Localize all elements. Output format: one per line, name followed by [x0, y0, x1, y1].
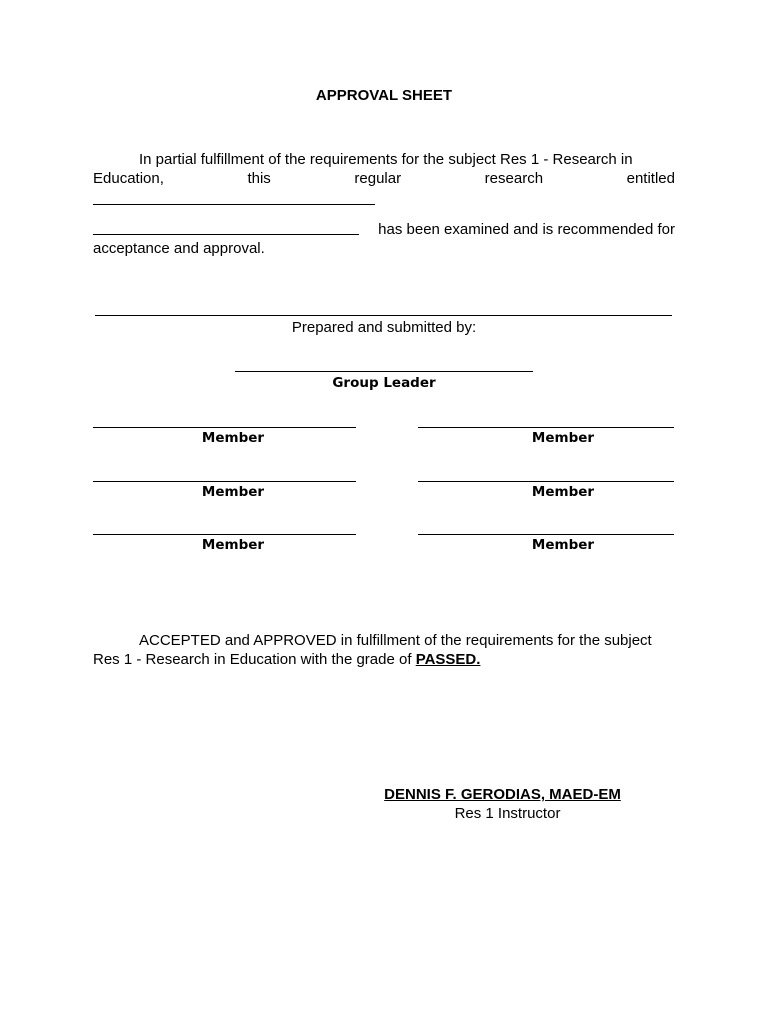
intro-line-1: In partial fulfillment of the requirements for the subject Res 1 - Research in	[139, 151, 633, 168]
intro-line-5: acceptance and approval.	[93, 240, 265, 257]
intro-word: entitled	[626, 170, 675, 187]
member-label: Member	[531, 537, 595, 553]
intro-word: Education,	[93, 170, 164, 187]
document-title: APPROVAL SHEET	[315, 87, 453, 104]
member-signature-line	[418, 481, 674, 482]
intro-paragraph	[93, 150, 675, 188]
intro-line-4-text: has been examined and is recommended for	[378, 221, 675, 238]
instructor-name: DENNIS F. GERODIAS, MAED-EM	[384, 786, 621, 803]
intro-word: research	[484, 170, 544, 187]
grade-value: PASSED.	[415, 651, 481, 668]
acceptance-paragraph	[93, 631, 675, 669]
member-label: Member	[201, 537, 265, 553]
acceptance-line-1: ACCEPTED and APPROVED in fulfillment of the requirements for the subject	[139, 632, 652, 649]
intro-word: regular	[354, 170, 402, 187]
member-label: Member	[531, 484, 595, 500]
member-signature-line	[93, 427, 356, 428]
member-signature-line	[93, 481, 356, 482]
instructor-title: Res 1 Instructor	[454, 805, 561, 822]
prepared-by-label: Prepared and submitted by:	[291, 319, 477, 336]
intro-line-2	[93, 169, 675, 188]
acceptance-line-2	[93, 650, 675, 669]
member-signature-line	[418, 534, 674, 535]
member-label: Member	[531, 430, 595, 446]
member-label: Member	[201, 484, 265, 500]
research-title-blank-line-2	[93, 220, 359, 235]
intro-paragraph-continued	[93, 220, 675, 258]
member-label: Member	[201, 430, 265, 446]
member-signature-line	[418, 427, 674, 428]
intro-word: this	[247, 170, 271, 187]
research-title-blank-line-1	[93, 204, 375, 205]
group-leader-signature-line	[235, 371, 533, 372]
acceptance-line-2-text: Res 1 - Research in Education with the grade of	[93, 651, 416, 668]
member-signature-line	[93, 534, 356, 535]
group-leader-label: Group Leader	[332, 375, 436, 391]
intro-line-4	[93, 220, 675, 239]
separator-line	[95, 315, 672, 316]
